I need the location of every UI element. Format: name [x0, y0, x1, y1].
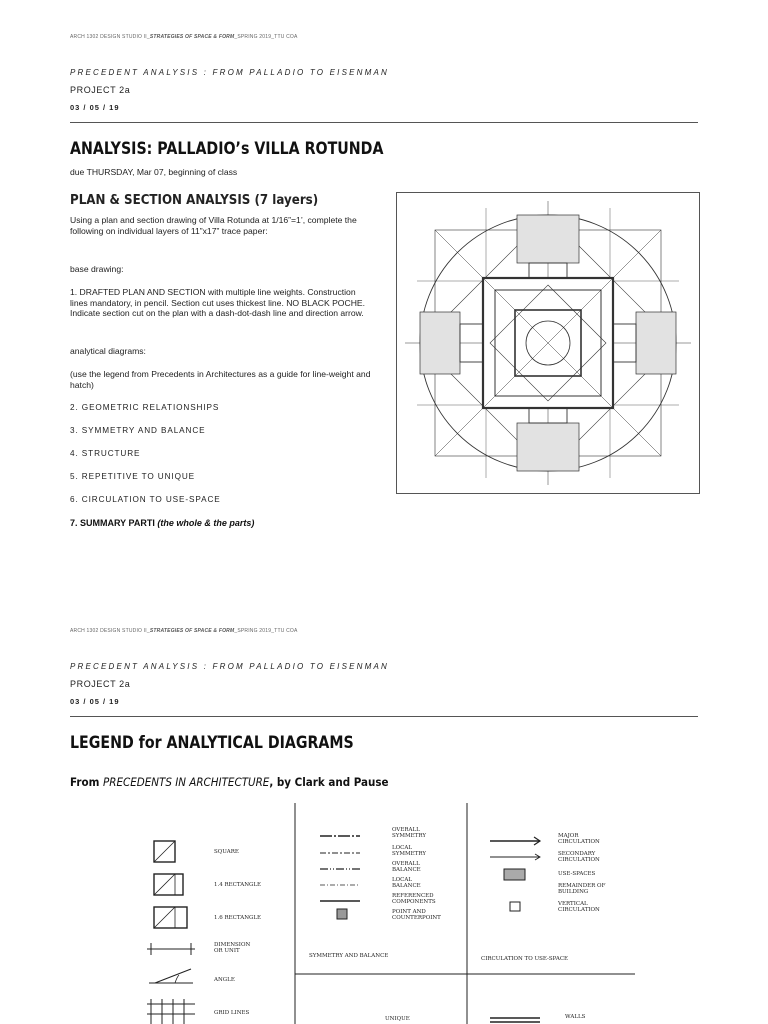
villa-rotunda-plan-drawing [397, 193, 699, 493]
legend-major-circulation: MAJOR CIRCULATION [558, 833, 600, 845]
item-symmetry: 3. SYMMETRY AND BALANCE [70, 426, 206, 435]
legend-overall-balance: OVERALL BALANCE [392, 861, 421, 873]
legend-circulation-caption: CIRCULATION TO USE-SPACE [481, 956, 569, 962]
legend-unique: UNIQUE [385, 1016, 410, 1022]
legend-title: LEGEND for ANALYTICAL DIAGRAMS [70, 733, 354, 752]
legend-secondary-circulation: SECONDARY CIRCULATION [558, 851, 600, 863]
legend-local-balance: LOCAL BALANCE [392, 877, 421, 889]
legend-angle: ANGLE [214, 977, 235, 983]
section-title: PLAN & SECTION ANALYSIS (7 layers) [70, 192, 319, 208]
legend-note: (use the legend from Precedents in Architectures as a guide for line-weight and hatch) [70, 369, 371, 390]
project-label-2: PROJECT 2a [70, 679, 131, 689]
legend-remainder-building: REMAINDER OF BUILDING [558, 883, 606, 895]
date: 03 / 05 / 19 [70, 103, 120, 112]
intro-text: Using a plan and section drawing of Villa Rotunda at 1/16”=1’, complete the following on individual layers of 11”x17” trace paper: [70, 215, 357, 236]
kicker-2: PRECEDENT ANALYSIS : FROM PALLADIO TO EISENMAN [70, 662, 390, 671]
date-2: 03 / 05 / 19 [70, 697, 120, 706]
legend-referenced-components: REFERENCED COMPONENTS [392, 893, 436, 905]
legend-square: SQUARE [214, 849, 239, 855]
item-structure: 4. STRUCTURE [70, 449, 141, 458]
course-header-2: ARCH 1302 DESIGN STUDIO II_STRATEGIES OF SPACE & FORM_SPRING 2019_TTU COA [70, 628, 298, 634]
legend-walls: WALLS [565, 1014, 586, 1020]
page-title: ANALYSIS: PALLADIO’s VILLA ROTUNDA [70, 139, 384, 158]
item-circulation: 6. CIRCULATION TO USE-SPACE [70, 495, 221, 504]
legend-symmetry-caption: SYMMETRY AND BALANCE [309, 953, 389, 959]
step-1-text: 1. DRAFTED PLAN AND SECTION with multiple line weights. Construction lines mandatory, in pencil. Section cut uses thickest line. NO BLACK POCHE. Indicate section cut on the plan with a dash-dot-dash line and direction arrow. [70, 287, 366, 318]
legend-use-spaces: USE-SPACES [558, 871, 596, 877]
legend-14-rectangle: 1.4 RECTANGLE [214, 882, 262, 888]
kicker: PRECEDENT ANALYSIS : FROM PALLADIO TO EISENMAN [70, 68, 390, 77]
villa-rotunda-plan-figure [396, 192, 700, 494]
divider [70, 122, 698, 123]
item-geometric: 2. GEOMETRIC RELATIONSHIPS [70, 403, 220, 412]
item-summary: 7. SUMMARY PARTI (the whole & the parts) [70, 518, 255, 528]
legend-source: From PRECEDENTS IN ARCHITECTURE, by Clark and Pause [70, 775, 389, 789]
legend-figure [135, 803, 635, 1024]
legend-16-rectangle: 1.6 RECTANGLE [214, 915, 262, 921]
base-drawing-label: base drawing: [70, 264, 124, 274]
legend-grid-lines: GRID LINES [214, 1010, 250, 1016]
legend-vertical-circulation: VERTICAL CIRCULATION [558, 901, 600, 913]
legend-dimension: DIMENSION OR UNIT [214, 942, 251, 954]
course-header: ARCH 1302 DESIGN STUDIO II_STRATEGIES OF SPACE & FORM_SPRING 2019_TTU COA [70, 34, 298, 40]
divider-2 [70, 716, 698, 717]
legend-point-counterpoint: POINT AND COUNTERPOINT [392, 909, 441, 921]
project-label: PROJECT 2a [70, 85, 131, 95]
due-date: due THURSDAY, Mar 07, beginning of class [70, 167, 238, 177]
legend-local-symmetry: LOCAL SYMMETRY [392, 845, 426, 857]
legend-overall-symmetry: OVERALL SYMMETRY [392, 827, 426, 839]
analytical-label: analytical diagrams: [70, 346, 146, 356]
item-repetitive: 5. REPETITIVE TO UNIQUE [70, 472, 196, 481]
